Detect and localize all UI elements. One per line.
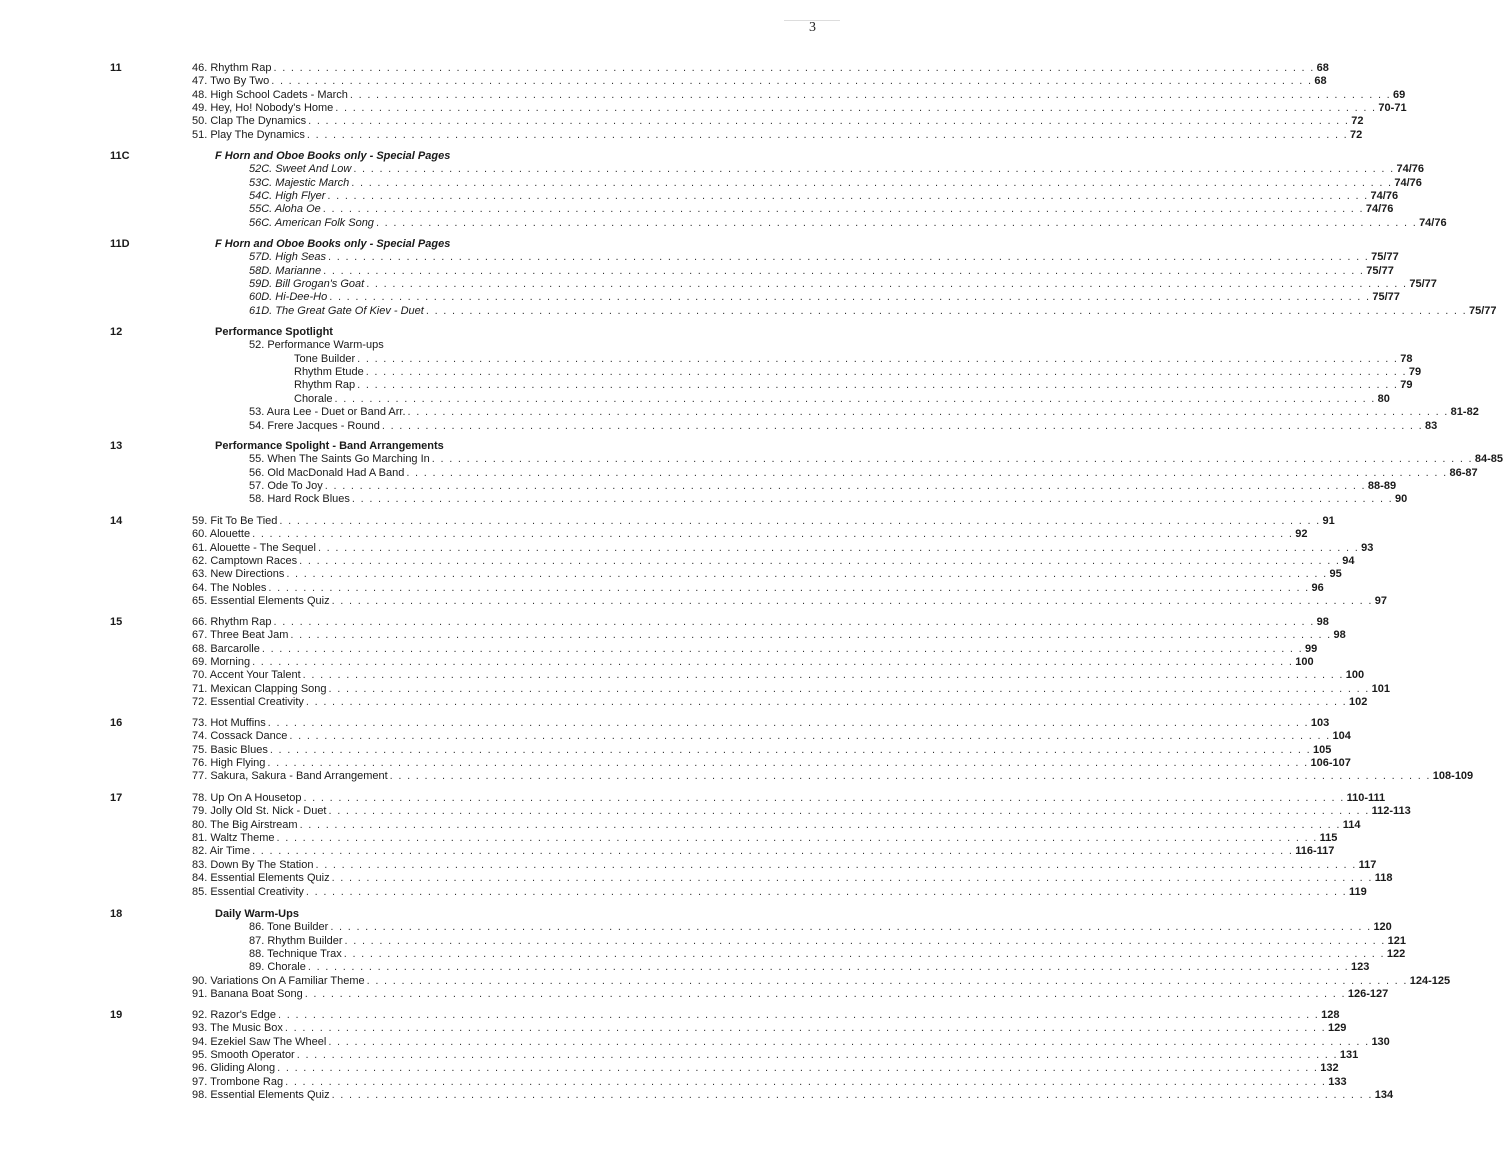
dot-leader: . . . . . . . . . . . . . . . . . . . . . . . . . . . . . . . . . . . . . . . . . . . . . . . . . . . . . . . . . . . . . . . . . . . . . . . . . . . . . . . . . . . . . . . . . . . . . . . . . . . . . . . . . . . . . . . . . . . . . . . . — [381, 419, 1423, 432]
entry-title: 60. Alouette — [192, 528, 251, 541]
toc-entry[interactable] — [294, 352, 1413, 366]
dot-leader: . . . . . . . . . . . . . . . . . . . . . . . . . . . . . . . . . . . . . . . . . . . . . . . . . . . . . . . . . . . . . . . . . . . . . . . . . . . . . . . . . . . . . . . . . . . . . . . . . . . . . . . . . . . . . . . . . . . . . . . . — [351, 176, 1393, 189]
entry-title: 84. Essential Elements Quiz — [192, 872, 330, 885]
dot-leader: . . . . . . . . . . . . . . . . . . . . . . . . . . . . . . . . . . . . . . . . . . . . . . . . . . . . . . . . . . . . . . . . . . . . . . . . . . . . . . . . . . . . . . . . . . . . . . . . . . . . . . . . . . . . . . . . . . . . . . . . — [425, 304, 1467, 317]
page-number: 3 — [809, 20, 816, 35]
dot-leader: . . . . . . . . . . . . . . . . . . . . . . . . . . . . . . . . . . . . . . . . . . . . . . . . . . . . . . . . . . . . . . . . . . . . . . . . . . . . . . . . . . . . . . . . . . . . . . . . . . . . . . . . . . . . . . . . . . . . . . . . — [406, 466, 1448, 479]
entry-title: 71. Mexican Clapping Song — [192, 682, 327, 695]
entry-page-number: 105 — [1312, 743, 1332, 756]
dot-leader: . . . . . . . . . . . . . . . . . . . . . . . . . . . . . . . . . . . . . . . . . . . . . . . . . . . . . . . . . . . . . . . . . . . . . . . . . . . . . . . . . . . . . . . . . . . . . . . . . . . . . . . . . . . . . . . . . . . . . . . . — [252, 528, 1294, 541]
toc-entry[interactable] — [192, 581, 1324, 595]
toc-entry[interactable] — [192, 1062, 1339, 1075]
toc-entry[interactable] — [192, 656, 1314, 669]
dot-leader: . . . . . . . . . . . . . . . . . . . . . . . . . . . . . . . . . . . . . . . . . . . . . . . . . . . . . . . . . . . . . . . . . . . . . . . . . . . . . . . . . . . . . . . . . . . . . . . . . . . . . . . . . . . . . . . . . . . . . . . . — [276, 832, 1318, 844]
toc-entry[interactable] — [192, 805, 1411, 818]
entry-page-number: 112-113 — [1371, 805, 1411, 818]
entry-title: Rhythm Etude — [294, 366, 364, 378]
entry-page-number: 106-107 — [1310, 757, 1351, 769]
entry-page-number: 117 — [1358, 858, 1377, 871]
entry-title: 87. Rhythm Builder — [249, 934, 343, 947]
dot-leader: . . . . . . . . . . . . . . . . . . . . . . . . . . . . . . . . . . . . . . . . . . . . . . . . . . . . . . . . . . . . . . . . . . . . . . . . . . . . . . . . . . . . . . . . . . . . . . . . . . . . . . . . . . . . . . . . . . . . . . . . — [289, 730, 1331, 743]
entry-title: 65. Essential Elements Quiz — [192, 595, 330, 608]
entry-page-number: 110-111 — [1346, 792, 1386, 804]
entry-title: 74. Cossack Dance — [192, 730, 288, 743]
entry-page-number: 120 — [1373, 921, 1392, 934]
toc-entry[interactable] — [192, 1049, 1359, 1062]
entry-title: 59. Fit To Be Tied — [192, 515, 278, 527]
entry-title: 50. Clap The Dynamics — [192, 115, 307, 128]
entry-page-number: 97 — [1374, 595, 1387, 608]
entry-title: 59D. Bill Grogan's Goat — [249, 278, 365, 290]
entry-title: 54. Frere Jacques - Round — [249, 419, 380, 432]
dot-leader: . . . . . . . . . . . . . . . . . . . . . . . . . . . . . . . . . . . . . . . . . . . . . . . . . . . . . . . . . . . . . . . . . . . . . . . . . . . . . . . . . . . . . . . . . . . . . . . . . . . . . . . . . . . . . . . . . . . . . . . . — [268, 581, 1310, 594]
entry-page-number: 104 — [1332, 730, 1351, 743]
toc-entry[interactable] — [192, 757, 1351, 770]
dot-leader: . . . . . . . . . . . . . . . . . . . . . . . . . . . . . . . . . . . . . . . . . . . . . . . . . . . . . . . . . . . . . . . . . . . . . . . . . . . . . . . . . . . . . . . . . . . . . . . . . . . . . . . . . . . . . . . . . . . . . . . . — [344, 934, 1386, 947]
entry-title: 69. Morning — [192, 656, 251, 668]
entry-title: Rhythm Rap — [294, 379, 356, 392]
dot-leader: . . . . . . . . . . . . . . . . . . . . . . . . . . . . . . . . . . . . . . . . . . . . . . . . . . . . . . . . . . . . . . . . . . . . . . . . . . . . . . . . . . . . . . . . . . . . . . . . . . . . . . . . . . . . . . . . . . . . . . . . — [303, 792, 1345, 804]
entry-page-number: 103 — [1310, 717, 1330, 729]
entry-page-number: 108-109 — [1432, 770, 1474, 783]
toc-entry[interactable] — [192, 115, 1364, 128]
toc-entry[interactable] — [294, 392, 1390, 406]
unit-number: 13 — [110, 440, 123, 452]
dot-leader: . . . . . . . . . . . . . . . . . . . . . . . . . . . . . . . . . . . . . . . . . . . . . . . . . . . . . . . . . . . . . . . . . . . . . . . . . . . . . . . . . . . . . . . . . . . . . . . . . . . . . . . . . . . . . . . . . . . . . . . . — [327, 190, 1369, 202]
dot-leader: . . . . . . . . . . . . . . . . . . . . . . . . . . . . . . . . . . . . . . . . . . . . . . . . . . . . . . . . . . . . . . . . . . . . . . . . . . . . . . . . . . . . . . . . . . . . . . . . . . . . . . . . . . . . . . . . . . . . . . . . — [357, 379, 1399, 392]
entry-title: 53C. Majestic March — [249, 176, 350, 189]
entry-page-number: 95 — [1329, 568, 1342, 581]
entry-page-number: 75/77 — [1371, 251, 1399, 264]
toc-entry[interactable] — [192, 730, 1351, 743]
entry-title: 55. When The Saints Go Marching In — [249, 453, 430, 466]
dot-leader: . . . . . . . . . . . . . . . . . . . . . . . . . . . . . . . . . . . . . . . . . . . . . . . . . . . . . . . . . . . . . . . . . . . . . . . . . . . . . . . . . . . . . . . . . . . . . . . . . . . . . . . . . . . . . . . . . . . . . . . . — [389, 770, 1431, 783]
entry-page-number: 75/77 — [1409, 278, 1437, 290]
entry-title: 55C. Aloha Oe — [249, 203, 321, 216]
entry-title: 81. Waltz Theme — [192, 832, 275, 844]
toc-entry[interactable] — [249, 264, 1394, 278]
entry-title: 56. Old MacDonald Had A Band — [249, 466, 405, 479]
entry-page-number: 75/77 — [1366, 264, 1394, 277]
entry-title: 75. Basic Blues — [192, 743, 268, 756]
dot-leader: . . . . . . . . . . . . . . . . . . . . . . . . . . . . . . . . . . . . . . . . . . . . . . . . . . . . . . . . . . . . . . . . . . . . . . . . . . . . . . . . . . . . . . . . . . . . . . . . . . . . . . . . . . . . . . . . . . . . . . . . — [349, 88, 1392, 101]
toc-entry[interactable] — [192, 1075, 1347, 1089]
dot-leader: . . . . . . . . . . . . . . . . . . . . . . . . . . . . . . . . . . . . . . . . . . . . . . . . . . . . . . . . . . . . . . . . . . . . . . . . . . . . . . . . . . . . . . . . . . . . . . . . . . . . . . . . . . . . . . . . . . . . . . . . — [267, 757, 1309, 769]
toc-entry[interactable] — [249, 190, 1399, 203]
unit-number: 16 — [110, 717, 123, 729]
entry-page-number: 72 — [1351, 115, 1364, 128]
entry-page-number: 114 — [1342, 818, 1361, 831]
unit-number: 17 — [110, 792, 123, 804]
toc-entry[interactable] — [249, 921, 1392, 934]
dot-leader: . . . . . . . . . . . . . . . . . . . . . . . . . . . . . . . . . . . . . . . . . . . . . . . . . . . . . . . . . . . . . . . . . . . . . . . . . . . . . . . . . . . . . . . . . . . . . . . . . . . . . . . . . . . . . . . . . . . . . . . . — [331, 595, 1373, 608]
dot-leader: . . . . . . . . . . . . . . . . . . . . . . . . . . . . . . . . . . . . . . . . . . . . . . . . . . . . . . . . . . . . . . . . . . . . . . . . . . . . . . . . . . . . . . . . . . . . . . . . . . . . . . . . . . . . . . . . . . . . . . . . — [328, 1035, 1370, 1048]
dot-leader: . . . . . . . . . . . . . . . . . . . . . . . . . . . . . . . . . . . . . . . . . . . . . . . . . . . . . . . . . . . . . . . . . . . . . . . . . . . . . . . . . . . . . . . . . . . . . . . . . . . . . . . . . . . . . . . . . . . . . . . . — [329, 291, 1371, 304]
toc-entry[interactable] — [192, 1035, 1390, 1049]
dot-leader: . . . . . . . . . . . . . . . . . . . . . . . . . . . . . . . . . . . . . . . . . . . . . . . . . . . . . . . . . . . . . . . . . . . . . . . . . . . . . . . . . . . . . . . . . . . . . . . . . . . . . . . . . . . . . . . . . . . . . . . . — [308, 115, 1350, 128]
entry-title: 56C. American Folk Song — [249, 216, 374, 229]
toc-entry[interactable] — [249, 493, 1408, 506]
toc-entry[interactable] — [192, 1089, 1394, 1102]
entry-title: 82. Air Time — [192, 845, 251, 858]
toc-entry[interactable] — [249, 466, 1478, 480]
dot-leader: . . . . . . . . . . . . . . . . . . . . . . . . . . . . . . . . . . . . . . . . . . . . . . . . . . . . . . . . . . . . . . . . . . . . . . . . . . . . . . . . . . . . . . . . . . . . . . . . . . . . . . . . . . . . . . . . . . . . . . . . — [315, 858, 1357, 871]
entry-page-number: 101 — [1371, 682, 1391, 695]
entry-title: 85. Essential Creativity — [192, 885, 304, 898]
dot-leader: . . . . . . . . . . . . . . . . . . . . . . . . . . . . . . . . . . . . . . . . . . . . . . . . . . . . . . . . . . . . . . . . . . . . . . . . . . . . . . . . . . . . . . . . . . . . . . . . . . . . . . . . . . . . . . . . . . . . . . . . — [278, 1009, 1320, 1021]
entry-page-number: 130 — [1371, 1035, 1390, 1048]
entry-page-number: 94 — [1342, 555, 1355, 567]
entry-page-number: 75/77 — [1468, 304, 1497, 317]
dot-leader: . . . . . . . . . . . . . . . . . . . . . . . . . . . . . . . . . . . . . . . . . . . . . . . . . . . . . . . . . . . . . . . . . . . . . . . . . . . . . . . . . . . . . . . . . . . . . . . . . . . . . . . . . . . . . . . . . . . . . . . . — [331, 1089, 1373, 1102]
toc-entry[interactable] — [249, 453, 1503, 466]
toc-entry[interactable] — [249, 203, 1394, 216]
toc-entry[interactable] — [249, 406, 1479, 419]
entry-title: 63. New Directions — [192, 568, 285, 581]
entry-page-number: 68 — [1316, 62, 1329, 74]
entry-page-number: 134 — [1374, 1089, 1394, 1102]
dot-leader: . . . . . . . . . . . . . . . . . . . . . . . . . . . . . . . . . . . . . . . . . . . . . . . . . . . . . . . . . . . . . . . . . . . . . . . . . . . . . . . . . . . . . . . . . . . . . . . . . . . . . . . . . . . . . . . . . . . . . . . . — [284, 1022, 1327, 1035]
unit-number: 12 — [110, 326, 123, 338]
unit-number: 14 — [110, 515, 123, 527]
entry-title: 93. The Music Box — [192, 1022, 283, 1035]
entry-title: 73. Hot Muffins — [192, 717, 266, 729]
toc-entry[interactable] — [192, 528, 1308, 541]
toc-entry[interactable] — [192, 62, 1329, 75]
toc-entry[interactable] — [192, 75, 1327, 88]
dot-leader: . . . . . . . . . . . . . . . . . . . . . . . . . . . . . . . . . . . . . . . . . . . . . . . . . . . . . . . . . . . . . . . . . . . . . . . . . . . . . . . . . . . . . . . . . . . . . . . . . . . . . . . . . . . . . . . . . . . . . . . . — [271, 75, 1313, 88]
entry-title: 86. Tone Builder — [249, 921, 329, 934]
dot-leader: . . . . . . . . . . . . . . . . . . . . . . . . . . . . . . . . . . . . . . . . . . . . . . . . . . . . . . . . . . . . . . . . . . . . . . . . . . . . . . . . . . . . . . . . . . . . . . . . . . . . . . . . . . . . . . . . . . . . . . . . — [323, 264, 1365, 277]
toc-entry[interactable] — [192, 770, 1474, 783]
dot-leader: . . . . . . . . . . . . . . . . . . . . . . . . . . . . . . . . . . . . . . . . . . . . . . . . . . . . . . . . . . . . . . . . . . . . . . . . . . . . . . . . . . . . . . . . . . . . . . . . . . . . . . . . . . . . . . . . . . . . . . . . — [366, 974, 1408, 987]
entry-title: 91. Banana Boat Song — [192, 988, 303, 1001]
entry-page-number: 133 — [1328, 1075, 1347, 1088]
entry-title: 92. Razor's Edge — [192, 1009, 277, 1021]
entry-title: 58D. Marianne — [249, 264, 322, 277]
dot-leader: . . . . . . . . . . . . . . . . . . . . . . . . . . . . . . . . . . . . . . . . . . . . . . . . . . . . . . . . . . . . . . . . . . . . . . . . . . . . . . . . . . . . . . . . . . . . . . . . . . . . . . . . . . . . . . . . . . . . . . . . — [252, 845, 1294, 858]
dot-leader: . . . . . . . . . . . . . . . . . . . . . . . . . . . . . . . . . . . . . . . . . . . . . . . . . . . . . . . . . . . . . . . . . . . . . . . . . . . . . . . . . . . . . . . . . . . . . . . . . . . . . . . . . . . . . . . . . . . . . . . . — [351, 493, 1394, 506]
unit-number: 11C — [110, 150, 130, 162]
entry-page-number: 102 — [1349, 696, 1368, 709]
toc-entry[interactable] — [192, 541, 1374, 555]
entry-page-number: 100 — [1345, 669, 1365, 682]
entry-page-number: 115 — [1319, 832, 1338, 844]
toc-entry[interactable] — [192, 818, 1361, 832]
entry-title: 94. Ezekiel Saw The Wheel — [192, 1035, 327, 1048]
entry-title: 57. Ode To Joy — [249, 480, 323, 492]
toc-entry[interactable] — [192, 555, 1355, 568]
toc-entry[interactable] — [192, 1022, 1347, 1035]
unit-number: 18 — [110, 908, 123, 920]
entry-title: 48. High School Cadets - March — [192, 88, 348, 101]
dot-leader: . . . . . . . . . . . . . . . . . . . . . . . . . . . . . . . . . . . . . . . . . . . . . . . . . . . . . . . . . . . . . . . . . . . . . . . . . . . . . . . . . . . . . . . . . . . . . . . . . . . . . . . . . . . . . . . . . . . . . . . . — [267, 717, 1309, 729]
entry-page-number: 79 — [1400, 379, 1413, 392]
entry-title: 97. Trombone Rag — [192, 1075, 284, 1088]
entry-title: 49. Hey, Ho! Nobody's Home — [192, 102, 334, 114]
entry-page-number: 80 — [1377, 392, 1390, 405]
section-heading: Performance Spolight - Band Arrangements — [215, 440, 444, 452]
unit-number: 11D — [110, 238, 130, 250]
entry-title: 52. Performance Warm-ups — [249, 339, 384, 352]
entry-page-number: 68 — [1314, 75, 1327, 88]
toc-entry[interactable] — [192, 669, 1365, 682]
toc-entry[interactable] — [294, 379, 1413, 392]
entry-page-number: 79 — [1408, 366, 1422, 378]
dot-leader: . . . . . . . . . . . . . . . . . . . . . . . . . . . . . . . . . . . . . . . . . . . . . . . . . . . . . . . . . . . . . . . . . . . . . . . . . . . . . . . . . . . . . . . . . . . . . . . . . . . . . . . . . . . . . . . . . . . . . . . . — [290, 629, 1332, 642]
toc-entry[interactable] — [192, 792, 1386, 805]
entry-page-number: 90 — [1395, 493, 1408, 506]
toc-entry[interactable] — [249, 251, 1399, 264]
dot-leader: . . . . . . . . . . . . . . . . . . . . . . . . . . . . . . . . . . . . . . . . . . . . . . . . . . . . . . . . . . . . . . . . . . . . . . . . . . . . . . . . . . . . . . . . . . . . . . . . . . . . . . . . . . . . . . . . . . . . . . . . — [302, 669, 1344, 682]
dot-leader: . . . . . . . . . . . . . . . . . . . . . . . . . . . . . . . . . . . . . . . . . . . . . . . . . . . . . . . . . . . . . . . . . . . . . . . . . . . . . . . . . . . . . . . . . . . . . . . . . . . . . . . . . . . . . . . . . . . . . . . . — [279, 515, 1321, 527]
entry-title: 89. Chorale — [249, 961, 306, 974]
dot-leader: . . . . . . . . . . . . . . . . . . . . . . . . . . . . . . . . . . . . . . . . . . . . . . . . . . . . . . . . . . . . . . . . . . . . . . . . . . . . . . . . . . . . . . . . . . . . . . . . . . . . . . . . . . . . . . . . . . . . . . . . — [273, 616, 1315, 628]
entry-title: 83. Down By The Station — [192, 858, 314, 871]
entry-page-number: 74/76 — [1365, 203, 1394, 216]
toc-entry[interactable] — [249, 163, 1424, 176]
toc-entry[interactable] — [192, 568, 1342, 581]
toc-entry[interactable] — [192, 696, 1368, 709]
toc-entry[interactable] — [249, 948, 1406, 961]
entry-page-number: 98 — [1316, 616, 1329, 628]
toc-entry[interactable] — [192, 102, 1407, 115]
entry-title: 54C. High Flyer — [249, 190, 326, 202]
entry-page-number: 78 — [1400, 352, 1413, 365]
entry-title: 70. Accent Your Talent — [192, 669, 301, 682]
dot-leader: . . . . . . . . . . . . . . . . . . . . . . . . . . . . . . . . . . . . . . . . . . . . . . . . . . . . . . . . . . . . . . . . . . . . . . . . . . . . . . . . . . . . . . . . . . . . . . . . . . . . . . . . . . . . . . . . . . . . . . . . — [335, 102, 1377, 114]
entry-title: 60D. Hi-Dee-Ho — [249, 291, 328, 304]
entry-page-number: 119 — [1349, 885, 1367, 898]
toc-entry[interactable] — [192, 1009, 1340, 1022]
dot-leader: . . . . . . . . . . . . . . . . . . . . . . . . . . . . . . . . . . . . . . . . . . . . . . . . . . . . . . . . . . . . . . . . . . . . . . . . . . . . . . . . . . . . . . . . . . . . . . . . . . . . . . . . . . . . . . . . . . . . . . . . — [334, 392, 1376, 405]
toc-entry[interactable] — [192, 595, 1387, 608]
unit-number: 11 — [110, 62, 122, 74]
section-heading: F Horn and Oboe Books only - Special Pages — [215, 150, 451, 162]
dot-leader: . . . . . . . . . . . . . . . . . . . . . . . . . . . . . . . . . . . . . . . . . . . . . . . . . . . . . . . . . . . . . . . . . . . . . . . . . . . . . . . . . . . . . . . . . . . . . . . . . . . . . . . . . . . . . . . . . . . . . . . . — [285, 1075, 1327, 1088]
entry-title: 79. Jolly Old St. Nick - Duet — [192, 805, 327, 818]
dot-leader: . . . . . . . . . . . . . . . . . . . . . . . . . . . . . . . . . . . . . . . . . . . . . . . . . . . . . . . . . . . . . . . . . . . . . . . . . . . . . . . . . . . . . . . . . . . . . . . . . . . . . . . . . . . . . . . . . . . . . . . . — [299, 818, 1341, 831]
dot-leader: . . . . . . . . . . . . . . . . . . . . . . . . . . . . . . . . . . . . . . . . . . . . . . . . . . . . . . . . . . . . . . . . . . . . . . . . . . . . . . . . . . . . . . . . . . . . . . . . . . . . . . . . . . . . . . . . . . . . . . . . — [317, 541, 1360, 554]
entry-title: 58. Hard Rock Blues — [249, 493, 350, 506]
entry-title: 66. Rhythm Rap — [192, 616, 272, 628]
toc-entry[interactable] — [192, 642, 1318, 656]
dot-leader: . . . . . . . . . . . . . . . . . . . . . . . . . . . . . . . . . . . . . . . . . . . . . . . . . . . . . . . . . . . . . . . . . . . . . . . . . . . . . . . . . . . . . . . . . . . . . . . . . . . . . . . . . . . . . . . . . . . . . . . . — [273, 62, 1315, 74]
entry-page-number: 121 — [1387, 934, 1407, 947]
dot-leader: . . . . . . . . . . . . . . . . . . . . . . . . . . . . . . . . . . . . . . . . . . . . . . . . . . . . . . . . . . . . . . . . . . . . . . . . . . . . . . . . . . . . . . . . . . . . . . . . . . . . . . . . . . . . . . . . . . . . . . . . — [299, 555, 1341, 567]
toc-entry[interactable] — [192, 616, 1329, 629]
toc-entry[interactable] — [192, 743, 1332, 757]
entry-title: 57D. High Seas — [249, 251, 327, 264]
dot-leader: . . . . . . . . . . . . . . . . . . . . . . . . . . . . . . . . . . . . . . . . . . . . . . . . . . . . . . . . . . . . . . . . . . . . . . . . . . . . . . . . . . . . . . . . . . . . . . . . . . . . . . . . . . . . . . . . . . . . . . . . — [305, 696, 1348, 709]
entry-title: 61D. The Great Gate Of Kiev - Duet — [249, 304, 424, 317]
entry-title: 77. Sakura, Sakura - Band Arrangement — [192, 770, 388, 783]
entry-page-number: 86-87 — [1449, 466, 1478, 479]
toc-entry[interactable] — [192, 88, 1406, 102]
entry-page-number: 91 — [1322, 515, 1335, 527]
toc-entry[interactable] — [192, 682, 1391, 696]
toc-entry[interactable] — [192, 629, 1346, 642]
dot-leader: . . . . . . . . . . . . . . . . . . . . . . . . . . . . . . . . . . . . . . . . . . . . . . . . . . . . . . . . . . . . . . . . . . . . . . . . . . . . . . . . . . . . . . . . . . . . . . . . . . . . . . . . . . . . . . . . . . . . . . . . — [331, 872, 1373, 885]
toc-entry[interactable] — [192, 872, 1393, 885]
entry-title: 61. Alouette - The Sequel — [192, 541, 316, 554]
entry-title: 46. Rhythm Rap — [192, 62, 272, 74]
entry-title: 80. The Big Airstream — [192, 818, 298, 831]
toc-entry[interactable] — [294, 366, 1422, 379]
entry-page-number: 88-89 — [1367, 480, 1397, 492]
toc-entry[interactable] — [192, 858, 1377, 872]
dot-leader: . . . . . . . . . . . . . . . . . . . . . . . . . . . . . . . . . . . . . . . . . . . . . . . . . . . . . . . . . . . . . . . . . . . . . . . . . . . . . . . . . . . . . . . . . . . . . . . . . . . . . . . . . . . . . . . . . . . . . . . . — [328, 805, 1370, 818]
dot-leader: . . . . . . . . . . . . . . . . . . . . . . . . . . . . . . . . . . . . . . . . . . . . . . . . . . . . . . . . . . . . . . . . . . . . . . . . . . . . . . . . . . . . . . . . . . . . . . . . . . . . . . . . . . . . . . . . . . . . . . . . — [343, 948, 1385, 960]
entry-page-number: 92 — [1295, 528, 1308, 541]
entry-page-number: 93 — [1361, 541, 1374, 554]
entry-title: 52C. Sweet And Low — [249, 163, 352, 176]
entry-page-number: 74/76 — [1394, 176, 1422, 189]
entry-title: Chorale — [294, 392, 333, 405]
entry-title: 51. Play The Dynamics — [192, 128, 305, 141]
entry-title: 68. Barcarolle — [192, 642, 260, 655]
toc-entry[interactable] — [249, 480, 1397, 493]
dot-leader: . . . . . . . . . . . . . . . . . . . . . . . . . . . . . . . . . . . . . . . . . . . . . . . . . . . . . . . . . . . . . . . . . . . . . . . . . . . . . . . . . . . . . . . . . . . . . . . . . . . . . . . . . . . . . . . . . . . . . . . . — [304, 988, 1346, 1001]
toc-entry[interactable] — [192, 845, 1335, 858]
toc-entry[interactable] — [192, 988, 1389, 1001]
entry-title: 47. Two By Two — [192, 75, 270, 88]
toc-entry[interactable] — [249, 216, 1447, 230]
entry-page-number: 75/77 — [1372, 291, 1400, 304]
entry-page-number: 74/76 — [1396, 163, 1424, 176]
dot-leader: . . . . . . . . . . . . . . . . . . . . . . . . . . . . . . . . . . . . . . . . . . . . . . . . . . . . . . . . . . . . . . . . . . . . . . . . . . . . . . . . . . . . . . . . . . . . . . . . . . . . . . . . . . . . . . . . . . . . . . . . — [277, 1062, 1319, 1075]
toc-entry[interactable] — [192, 974, 1451, 988]
entry-page-number: 126-127 — [1347, 988, 1389, 1001]
entry-title: 90. Variations On A Familiar Theme — [192, 974, 365, 987]
entry-title: 53. Aura Lee - Duet or Band Arr. — [249, 406, 406, 419]
toc-entry[interactable] — [249, 961, 1370, 974]
entry-page-number: 74/76 — [1370, 190, 1399, 202]
entry-title: 78. Up On A Housetop — [192, 792, 302, 804]
dot-leader: . . . . . . . . . . . . . . . . . . . . . . . . . . . . . . . . . . . . . . . . . . . . . . . . . . . . . . . . . . . . . . . . . . . . . . . . . . . . . . . . . . . . . . . . . . . . . . . . . . . . . . . . . . . . . . . . . . . . . . . . — [365, 366, 1407, 378]
dot-leader: . . . . . . . . . . . . . . . . . . . . . . . . . . . . . . . . . . . . . . . . . . . . . . . . . . . . . . . . . . . . . . . . . . . . . . . . . . . . . . . . . . . . . . . . . . . . . . . . . . . . . . . . . . . . . . . . . . . . . . . . — [252, 656, 1294, 668]
entry-title: 72. Essential Creativity — [192, 696, 304, 709]
dot-leader: . . . . . . . . . . . . . . . . . . . . . . . . . . . . . . . . . . . . . . . . . . . . . . . . . . . . . . . . . . . . . . . . . . . . . . . . . . . . . . . . . . . . . . . . . . . . . . . . . . . . . . . . . . . . . . . . . . . . . . . . — [324, 480, 1366, 492]
toc-entry[interactable] — [192, 717, 1330, 730]
dot-leader: . . . . . . . . . . . . . . . . . . . . . . . . . . . . . . . . . . . . . . . . . . . . . . . . . . . . . . . . . . . . . . . . . . . . . . . . . . . . . . . . . . . . . . . . . . . . . . . . . . . . . . . . . . . . . . . . . . . . . . . . — [353, 163, 1395, 176]
toc-entry[interactable] — [192, 885, 1367, 899]
dot-leader: . . . . . . . . . . . . . . . . . . . . . . . . . . . . . . . . . . . . . . . . . . . . . . . . . . . . . . . . . . . . . . . . . . . . . . . . . . . . . . . . . . . . . . . . . . . . . . . . . . . . . . . . . . . . . . . . . . . . . . . . — [328, 251, 1370, 264]
section-heading: F Horn and Oboe Books only - Special Pages — [215, 238, 451, 250]
toc-group-label — [249, 339, 696, 352]
section-heading: Daily Warm-Ups — [215, 908, 299, 920]
dot-leader: . . . . . . . . . . . . . . . . . . . . . . . . . . . . . . . . . . . . . . . . . . . . . . . . . . . . . . . . . . . . . . . . . . . . . . . . . . . . . . . . . . . . . . . . . . . . . . . . . . . . . . . . . . . . . . . . . . . . . . . . — [296, 1049, 1338, 1061]
toc-entry[interactable] — [249, 176, 1422, 190]
dot-leader: . . . . . . . . . . . . . . . . . . . . . . . . . . . . . . . . . . . . . . . . . . . . . . . . . . . . . . . . . . . . . . . . . . . . . . . . . . . . . . . . . . . . . . . . . . . . . . . . . . . . . . . . . . . . . . . . . . . . . . . . — [305, 885, 1348, 898]
dot-leader: . . . . . . . . . . . . . . . . . . . . . . . . . . . . . . . . . . . . . . . . . . . . . . . . . . . . . . . . . . . . . . . . . . . . . . . . . . . . . . . . . . . . . . . . . . . . . . . . . . . . . . . . . . . . . . . . . . . . . . . . — [328, 682, 1370, 695]
entry-page-number: 70-71 — [1378, 102, 1407, 114]
dot-leader: . . . . . . . . . . . . . . . . . . . . . . . . . . . . . . . . . . . . . . . . . . . . . . . . . . . . . . . . . . . . . . . . . . . . . . . . . . . . . . . . . . . . . . . . . . . . . . . . . . . . . . . . . . . . . . . . . . . . . . . . — [306, 128, 1349, 141]
toc-entry[interactable] — [249, 278, 1437, 291]
unit-number: 19 — [110, 1009, 123, 1021]
entry-page-number: 84-85 — [1474, 453, 1503, 466]
entry-title: 67. Three Beat Jam — [192, 629, 289, 642]
entry-page-number: 124-125 — [1409, 974, 1451, 987]
entry-page-number: 116-117 — [1295, 845, 1335, 858]
entry-page-number: 72 — [1350, 128, 1363, 141]
entry-title: 62. Camptown Races — [192, 555, 298, 567]
entry-page-number: 98 — [1333, 629, 1346, 642]
entry-page-number: 83 — [1424, 419, 1438, 432]
dot-leader: . . . . . . . . . . . . . . . . . . . . . . . . . . . . . . . . . . . . . . . . . . . . . . . . . . . . . . . . . . . . . . . . . . . . . . . . . . . . . . . . . . . . . . . . . . . . . . . . . . . . . . . . . . . . . . . . . . . . . . . . — [307, 961, 1349, 974]
entry-page-number: 122 — [1386, 948, 1406, 960]
entry-title: 98. Essential Elements Quiz — [192, 1089, 330, 1102]
toc-entry[interactable] — [249, 304, 1497, 318]
entry-title: 64. The Nobles — [192, 581, 267, 594]
toc-entry[interactable] — [249, 934, 1407, 948]
dot-leader: . . . . . . . . . . . . . . . . . . . . . . . . . . . . . . . . . . . . . . . . . . . . . . . . . . . . . . . . . . . . . . . . . . . . . . . . . . . . . . . . . . . . . . . . . . . . . . . . . . . . . . . . . . . . . . . . . . . . . . . . — [357, 352, 1399, 365]
toc-entry[interactable] — [192, 128, 1363, 142]
entry-title: 96. Gliding Along — [192, 1062, 276, 1075]
entry-page-number: 69 — [1393, 88, 1406, 101]
entry-page-number: 100 — [1295, 656, 1314, 668]
dot-leader: . . . . . . . . . . . . . . . . . . . . . . . . . . . . . . . . . . . . . . . . . . . . . . . . . . . . . . . . . . . . . . . . . . . . . . . . . . . . . . . . . . . . . . . . . . . . . . . . . . . . . . . . . . . . . . . . . . . . . . . . — [375, 216, 1418, 229]
dot-leader: . . . . . . . . . . . . . . . . . . . . . . . . . . . . . . . . . . . . . . . . . . . . . . . . . . . . . . . . . . . . . . . . . . . . . . . . . . . . . . . . . . . . . . . . . . . . . . . . . . . . . . . . . . . . . . . . . . . . . . . . — [286, 568, 1328, 581]
dot-leader: . . . . . . . . . . . . . . . . . . . . . . . . . . . . . . . . . . . . . . . . . . . . . . . . . . . . . . . . . . . . . . . . . . . . . . . . . . . . . . . . . . . . . . . . . . . . . . . . . . . . . . . . . . . . . . . . . . . . . . . . — [431, 453, 1473, 466]
entry-page-number: 128 — [1321, 1009, 1340, 1021]
entry-page-number: 96 — [1311, 581, 1324, 594]
entry-title: Tone Builder — [294, 352, 356, 365]
toc-entry[interactable] — [192, 832, 1338, 845]
entry-page-number: 99 — [1305, 642, 1318, 655]
entry-page-number: 74/76 — [1419, 216, 1447, 229]
dot-leader: . . . . . . . . . . . . . . . . . . . . . . . . . . . . . . . . . . . . . . . . . . . . . . . . . . . . . . . . . . . . . . . . . . . . . . . . . . . . . . . . . . . . . . . . . . . . . . . . . . . . . . . . . . . . . . . . . . . . . . . . — [407, 406, 1449, 419]
entry-page-number: 129 — [1328, 1022, 1347, 1035]
entry-page-number: 132 — [1320, 1062, 1339, 1075]
toc-entry[interactable] — [249, 291, 1400, 304]
entry-page-number: 123 — [1351, 961, 1370, 974]
entry-page-number: 81-82 — [1450, 406, 1479, 419]
unit-number: 15 — [110, 616, 123, 628]
toc-entry[interactable] — [192, 515, 1335, 528]
toc-entry[interactable] — [249, 419, 1438, 433]
entry-title: 88. Technique Trax — [249, 948, 342, 960]
dot-leader: . . . . . . . . . . . . . . . . . . . . . . . . . . . . . . . . . . . . . . . . . . . . . . . . . . . . . . . . . . . . . . . . . . . . . . . . . . . . . . . . . . . . . . . . . . . . . . . . . . . . . . . . . . . . . . . . . . . . . . . . — [330, 921, 1372, 934]
section-heading: Performance Spotlight — [215, 326, 333, 338]
entry-page-number: 131 — [1339, 1049, 1359, 1061]
entry-title: 76. High Flying — [192, 757, 266, 769]
dot-leader: . . . . . . . . . . . . . . . . . . . . . . . . . . . . . . . . . . . . . . . . . . . . . . . . . . . . . . . . . . . . . . . . . . . . . . . . . . . . . . . . . . . . . . . . . . . . . . . . . . . . . . . . . . . . . . . . . . . . . . . . — [322, 203, 1364, 216]
dot-leader: . . . . . . . . . . . . . . . . . . . . . . . . . . . . . . . . . . . . . . . . . . . . . . . . . . . . . . . . . . . . . . . . . . . . . . . . . . . . . . . . . . . . . . . . . . . . . . . . . . . . . . . . . . . . . . . . . . . . . . . . — [269, 743, 1311, 756]
entry-page-number: 118 — [1374, 872, 1393, 885]
dot-leader: . . . . . . . . . . . . . . . . . . . . . . . . . . . . . . . . . . . . . . . . . . . . . . . . . . . . . . . . . . . . . . . . . . . . . . . . . . . . . . . . . . . . . . . . . . . . . . . . . . . . . . . . . . . . . . . . . . . . . . . . — [366, 278, 1408, 290]
entry-title: 95. Smooth Operator — [192, 1049, 295, 1061]
dot-leader: . . . . . . . . . . . . . . . . . . . . . . . . . . . . . . . . . . . . . . . . . . . . . . . . . . . . . . . . . . . . . . . . . . . . . . . . . . . . . . . . . . . . . . . . . . . . . . . . . . . . . . . . . . . . . . . . . . . . . . . . — [261, 642, 1303, 655]
